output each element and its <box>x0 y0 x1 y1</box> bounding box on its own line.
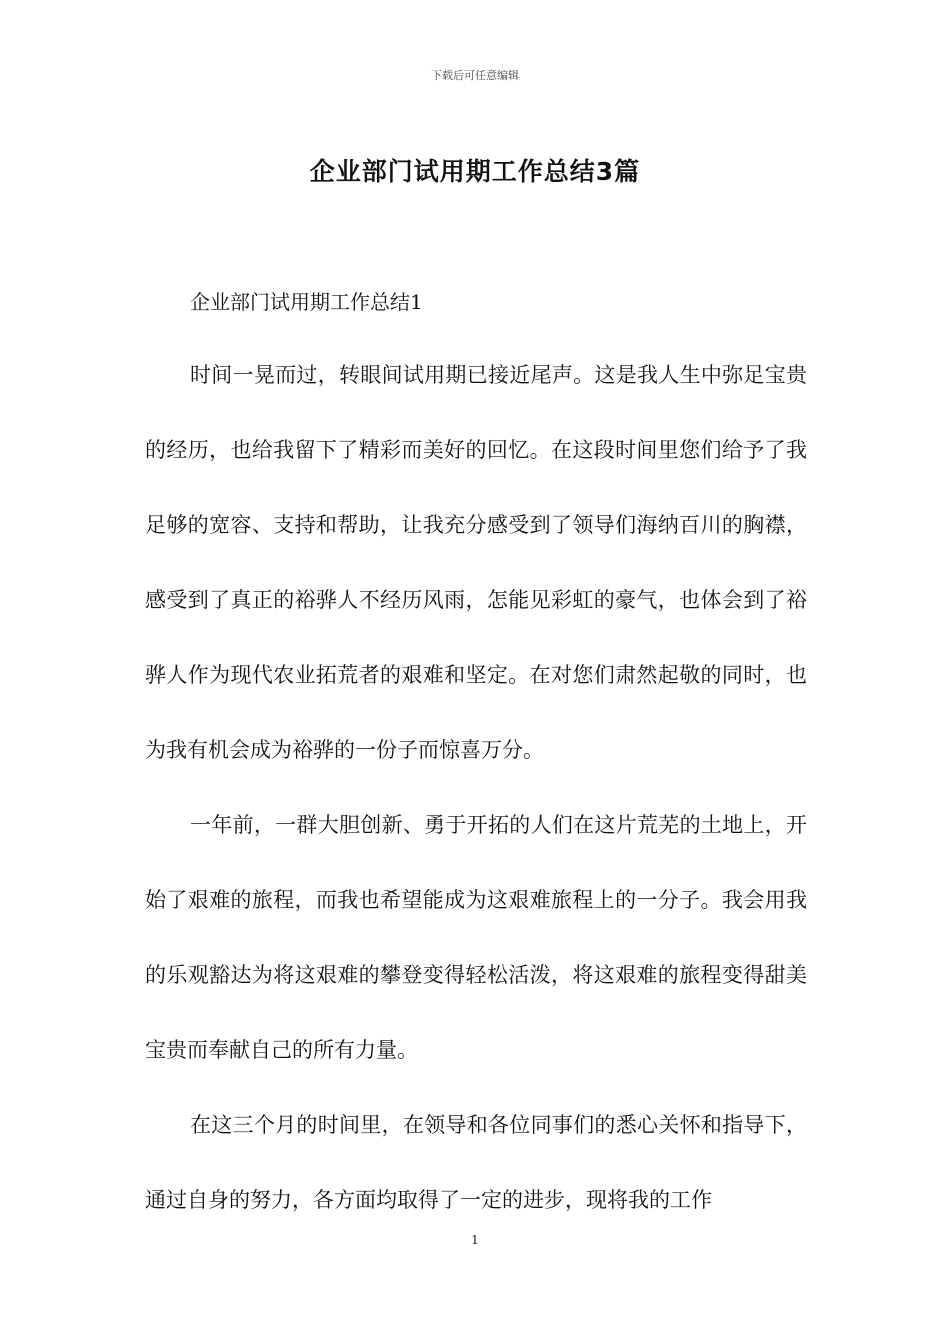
document-title: 企业部门试用期工作总结3篇 <box>309 157 641 186</box>
paragraph-3: 在这三个月的时间里，在领导和各位同事们的悉心关怀和指导下，通过自身的努力，各方面均取得了一定的进步，现将我的工作 <box>145 1113 807 1212</box>
page-number: 1 <box>471 1233 479 1247</box>
header-note: 下载后可任意编辑 <box>431 69 519 82</box>
section-heading: 企业部门试用期工作总结1 <box>190 290 423 314</box>
paragraph-2: 一年前，一群大胆创新、勇于开拓的人们在这片荒芜的土地上，开始了艰难的旅程，而我也希望能成为这艰难旅程上的一分子。我会用我的乐观豁达为将这艰难的攀登变得轻松活泼，将这艰难的旅程变得甜美宝贵而奉献自己的所有力量。 <box>145 813 807 1062</box>
paragraph-1: 时间一晃而过，转眼间试用期已接近尾声。这是我人生中弥足宝贵的经历，也给我留下了精彩而美好的回忆。在这段时间里您们给予了我足够的宽容、支持和帮助，让我充分感受到了领导们海纳百川的胸襟，感受到了真正的裕骅人不经历风雨，怎能见彩虹的豪气，也体会到了裕骅人作为现代农业拓荒者的艰难和坚定。在对您们肃然起敬的同时，也为我有机会成为裕骅的一份子而惊喜万分。 <box>145 363 807 762</box>
body-text <box>145 338 807 1238</box>
